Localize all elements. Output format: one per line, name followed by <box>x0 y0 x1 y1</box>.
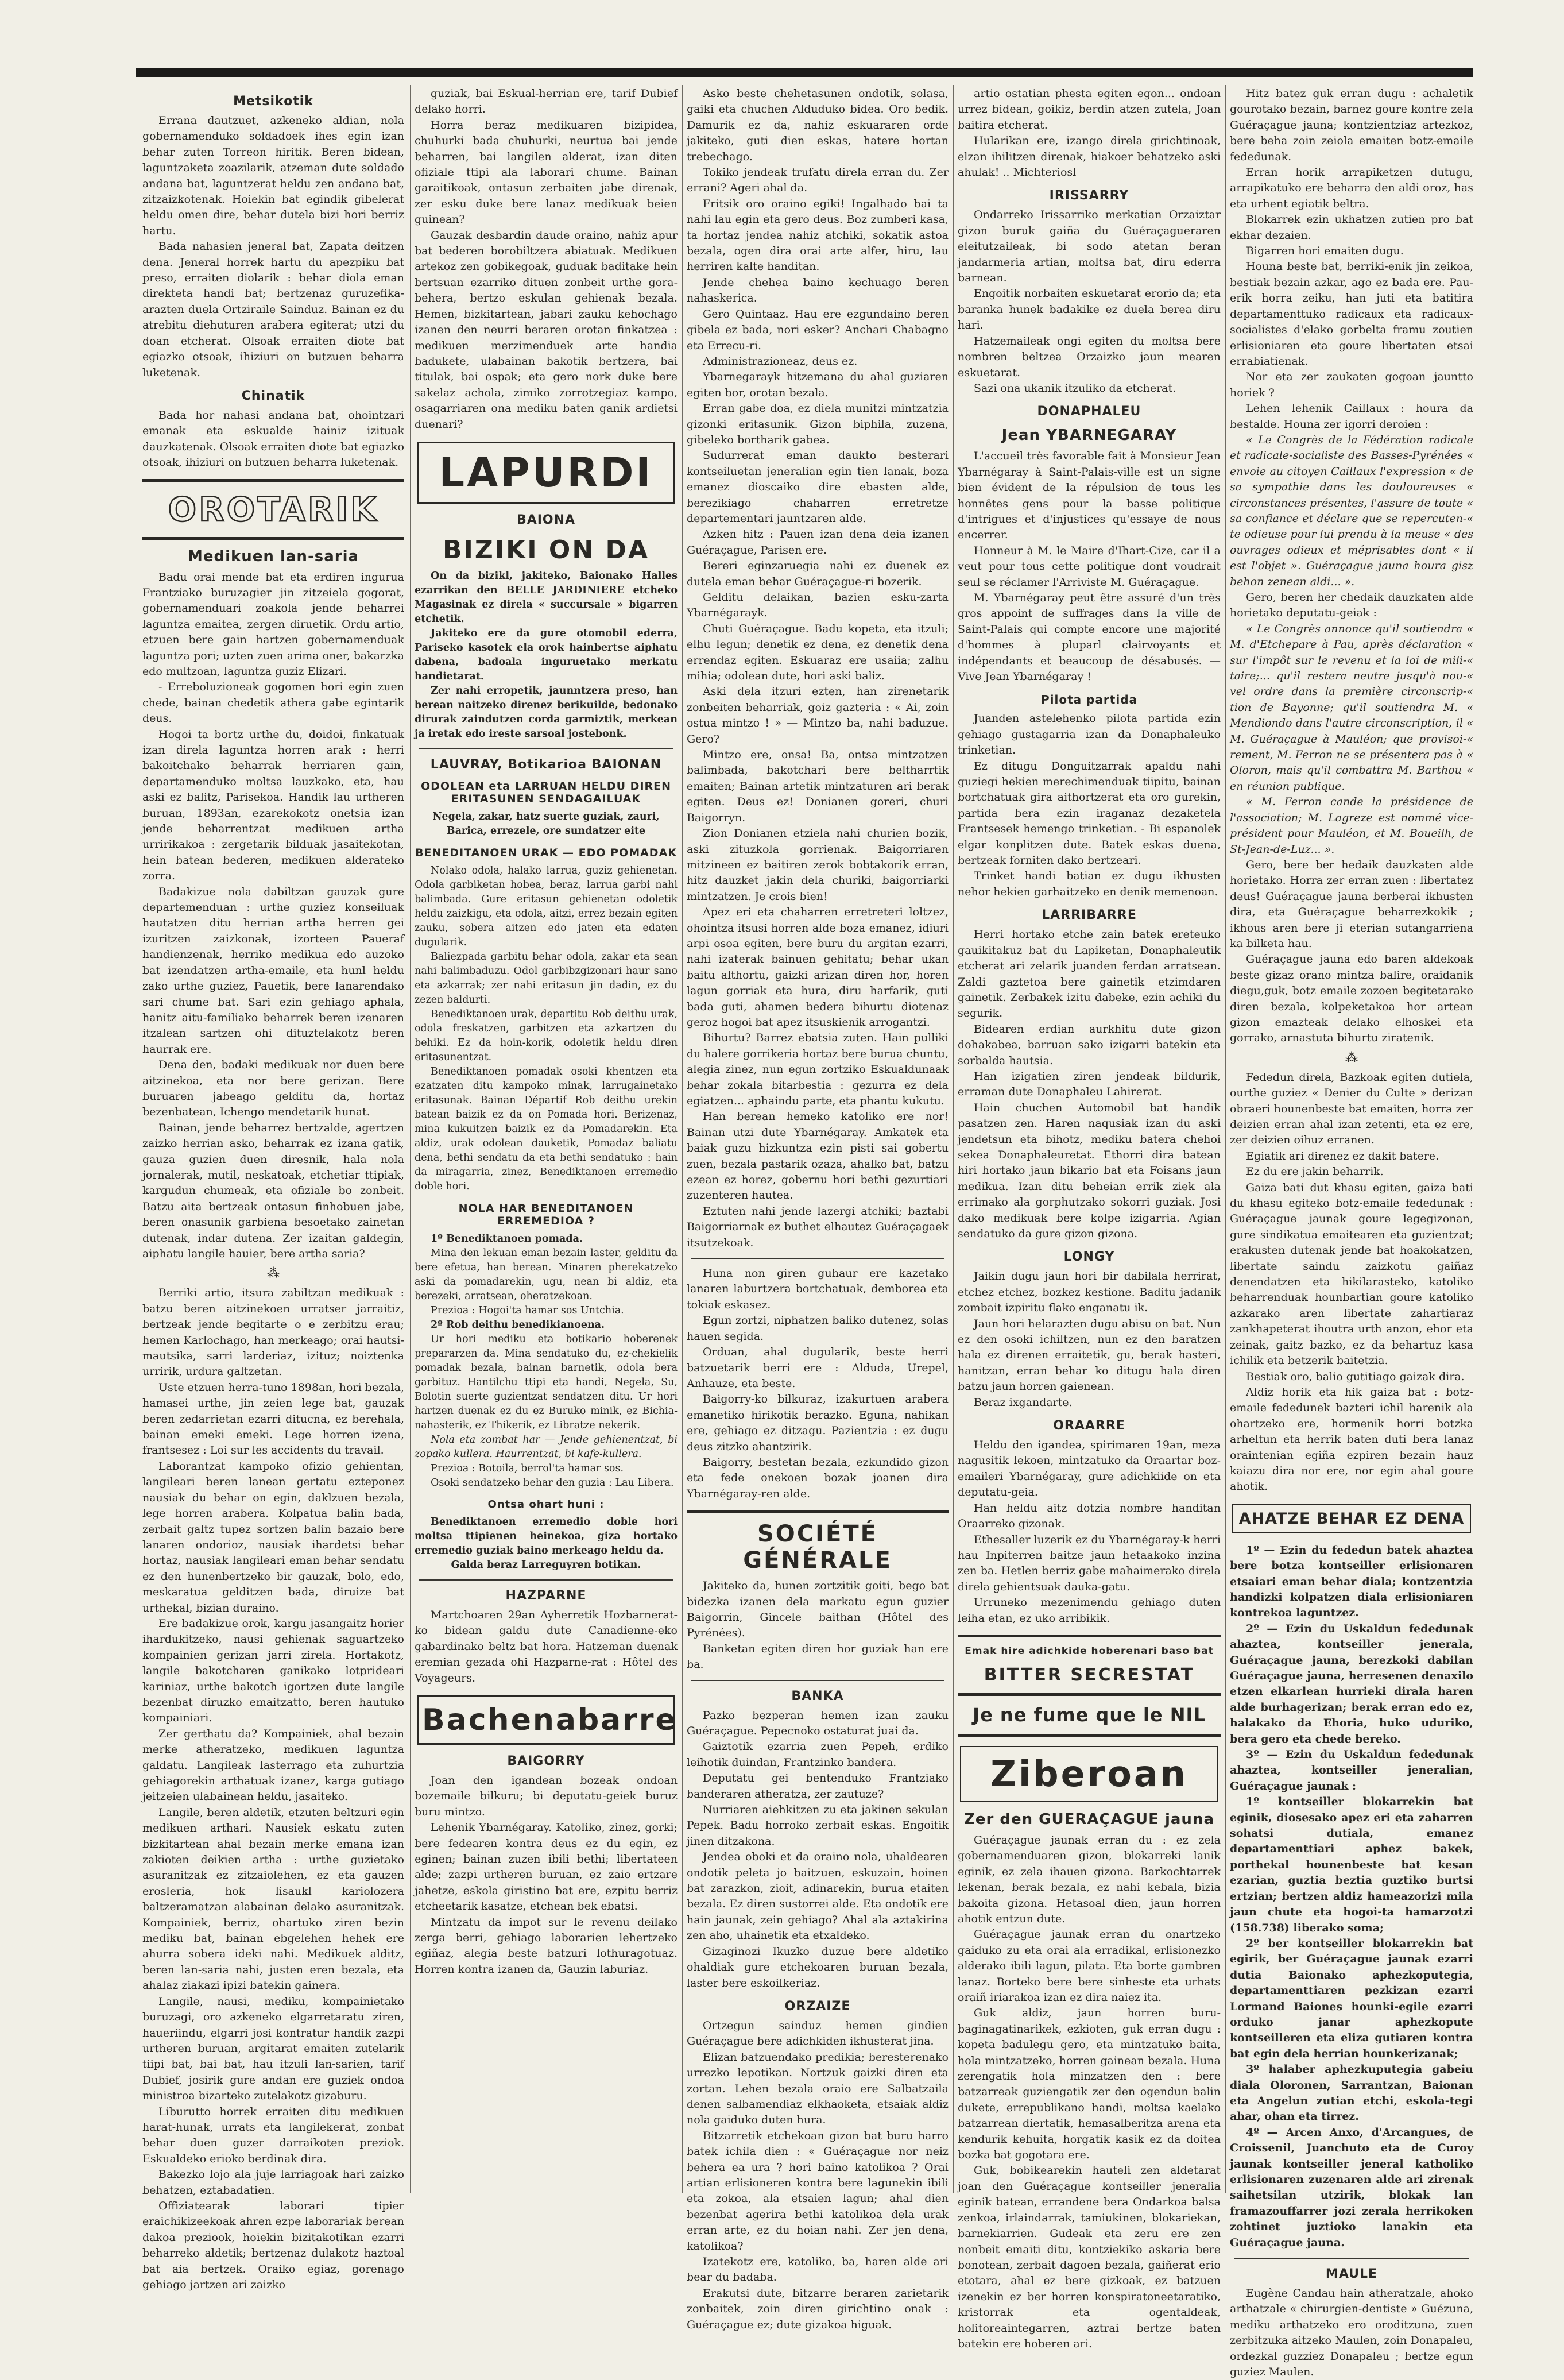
town-heading: MAULE <box>1325 2267 1378 2282</box>
divider <box>1234 2258 1469 2259</box>
article-paragraph: Han izigatien ziren jendeak bildurik, erraman dute Donaphaleu Lahirerat. <box>958 1069 1221 1099</box>
ad-paragraph: Negela, zakar, hatz suerte guziak, zauri, Barica, errezele, ore sundatzer eite <box>432 810 660 837</box>
article-paragraph: Beraz ixgandarte. <box>974 1396 1073 1409</box>
section-banner-bachenabarre <box>417 1695 678 1745</box>
ad-paragraph: Nolako odola, halako larrua, guziz gehienetan. Odola garbiketan hobea, beraz, larrua garbi nahi balimbada. Gure eritasun gehienetan odoletik heldu zaizkigu, eta odola, aitzi, errez bezain egiten zauku, sobera aitzen edo jaten eta edaten dugularik. <box>415 864 678 948</box>
ad-paragraph: 2º Rob deithu benedikianoena. <box>431 1319 605 1331</box>
article-paragraph: « Le Congrès de la Fédération radicale et radicale-socialiste des Basses-Pyrénées « envoie au citoyen Caillaux l'expression « de sa sympathie dans les douloureuses « circonstances présentes, l'assure de toute « sa confiance et déclare que se repercuten-« te odieuse pour lui prendu à la meuse « des ouvrages odieux et méprisables dont « il est l'objet ». Guéraçague jauna houra gisz behon zenean aldi... ». <box>1230 433 1473 588</box>
article-paragraph: Erran horik arrapiketzen dutugu, arrapikatuko ere beharra den aldi oroz, has eta urhent egiatik beltra. <box>1230 166 1473 210</box>
article-paragraph: Baigorry-ko bilkuraz, izakurtuen arabera emanetiko hirikotik berazko. Eguna, nahikan ere, gehiago ez ditzagu. Pazientzia : ez dugu deus zitzko ahantzirik. <box>687 1393 949 1453</box>
ornament-icon: ⁂ <box>1345 1050 1358 1065</box>
article-paragraph: Engoitik norbaiten eskuetarat erorio da; eta baranka hunek badakike ez duela berea diru hari. <box>958 287 1221 332</box>
article-paragraph: Martchoaren 29an Ayherretik Hozbarnerat-ko bidean galdu dute Canadienne-eko gabardinako beltz bat hora. Hatzeman duenak eremian gezada ohi Hazparne-rat : Hôtel des Voyageurs. <box>415 1608 678 1684</box>
article-paragraph: Fritsik oro oraino egiki! Ingalhado bai ta nahi lau egin eta gero deus. Boz zumberi kasa, ta hortaz jendea nahiz atchiki, sokatik astoa bezala, ogen dira orai arte alfer, hiru, lau herriren kalte handitan. <box>687 197 949 273</box>
article-paragraph: Izatekotz ere, katoliko, ba, haren alde ari bear du badaba. <box>687 2255 949 2284</box>
article-paragraph: Laborantzat kampoko ofizio gehientan, langileari beren lanean gertatu ezteponez nausiak du behar on egin, daklzuen bezala, lege horren arabera. Kolpatua balin bada, zerbait galtz tupez sortzen balin bazaio bere lanaren ondorioz, nausiak ihardetsi behar hortaz, nausiak langileari eman behar sendatu ez den hunenbertzeko bir gauzak, bolo, edo, meskaratua gelditzen bada, diruize bat urthekal, bizian duraino. <box>142 1459 404 1614</box>
article-paragraph: Nor eta zer zaukaten gogoan jauntto horiek ? <box>1230 370 1473 399</box>
section-heading: Metsikotik <box>233 94 313 109</box>
article-paragraph: Mintzatu da impot sur le revenu deilako zerga berri, gehiago laborarien lehertzeko egiñaz, alegia beste batzuri lothuragotuaz. Horren kontra izanen da, Gauzin laburiaz. <box>415 1915 678 1976</box>
ad-line: Emak hire adichkide hoberenari baso bat <box>965 1645 1214 1657</box>
article-paragraph: Gauzak desbardin daude oraino, nahiz apur bat bederen borobiltzera abiatuak. Medikuen artekoz zen gobikegoak, guduak baditake hein bertsuan ezarriko dituen zonbeit urthe gora-behera, bertzo eskulan gehienak bezala. Hemen, bizkitartean, jabari zauku kehochago izanen den neurri beraren orotan finkatzea : medikuen merzimenduek arte handia badukete, ulabainan bakotik bertzera, bai titulak, bai ospak; eta gero nork duke bere sakelaz achola, zimiko zorrotzegiaz kampo, osagarriaren ona mediku baten ganik ardietsi duenari? <box>415 229 678 431</box>
article-paragraph: Herri hortako etche zain batek ereteuko gauikitakuz bat du Lapiketan, Donaphaleutik etcherat ari zelarik juanden ferdan arratsean. Zaldi gaztetoa bere gainetik etzimdaren gainetik. Zerbakek izitu dabeke, ezin achiki du segurik. <box>958 928 1221 1020</box>
article-paragraph: « M. Ferron cande la présidence de l'association; M. Lagreze est nommé vice-président pour Mauléon, et M. Boueilh, de St-Jean-de-Luz... ». <box>1230 795 1473 856</box>
ad-headline: LAUVRAY, Botikarioa BAIONAN <box>430 757 662 772</box>
ad-subheadline: Ontsa ohart huni : <box>487 1498 605 1510</box>
article-paragraph: Hularikan ere, izango direla girichtinoak, elzan ihilitzen direnak, hiakoer behatzeko aski ahulak! .. Michteriosl <box>958 134 1221 179</box>
article-paragraph: Hitz batez guk erran dugu : achaletik gourotako bezain, barnez goure kontre zela Guéraçague jauna; kontzientziaz artezkoz, bere beha zoin zeiola emaiten botz-emaile fededunak. <box>1230 87 1473 163</box>
section-title-bachenabarre: Bachenabarre <box>422 1702 678 1737</box>
ad-paragraph: Mina den lekuan eman bezain laster, gelditu da bere efetua, han berean. Minaren pherekatzeko aski da pomadarekin, ugu, nean bi aldiz, eta berezeki, arratsean, oheratzekoan. <box>415 1247 678 1302</box>
section-title-ziberoan: Ziberoan <box>990 1752 1188 1795</box>
divider <box>958 1693 1221 1696</box>
box-title: AHATZE BEHAR EZ DENA <box>1238 1509 1465 1528</box>
town-heading: BAIGORRY <box>507 1753 585 1768</box>
article-paragraph: Orduan, ahal dugularik, beste herri batzuetarik berri ere : Alduda, Urepel, Anhauze, eta beste. <box>687 1346 949 1390</box>
article-paragraph: Offiziatearak laborari tipier eraichikizeekoak ahren ezpe laborariak berean dakoa preziook, hoiekin bizitakotikan ezarri beharreko aldetik; bertzenaz dulakotz haztoal bat aia bertzek. Oraiko egiaz, gorenago gehiago jartzen ari zaizko <box>142 2199 404 2291</box>
divider <box>691 1680 944 1681</box>
article-paragraph: Huna non giren guhaur ere kazetako lanaren laburtzera bortchatuak, demborea eta tokiak eskasez. <box>687 1267 949 1311</box>
article-paragraph: Tokiko jendeak trufatu direla erran du. Zer errani? Ageri ahal da. <box>687 166 949 195</box>
town-heading: IRISSARRY <box>1049 188 1129 203</box>
section-title-orotarik: OROTARIK <box>168 489 379 529</box>
article-paragraph: 2º — Ezin du Uskaldun fededunak ahaztea, kontseiller jenerala, Guéraçague jauna, berezkoki dabilan Guéraçague jauna, herresenen denaxilo etzen elkarlean hurrieki dirala haren alde burhagerizan; berak erran edo ez, halakako da Ehoria, huko uduriko, bera gero eta chede bereko. <box>1230 1622 1473 1745</box>
article-paragraph: Egun zortzi, niphatzen baliko dutenez, solas hauen segida. <box>687 1314 949 1343</box>
town-heading: LARRIBARRE <box>1042 908 1137 923</box>
article-paragraph: Eugène Candau hain atheratzale, ahoko arthatzale « chirurgien-dentiste » Guézuna, mediku arthatzeko ero oroditzuna, zuen zerbitzuka aitzeko Maulen, zoin Donapaleu, ordezkal guzziez Donapaleu ; bertze egun guziez Maulen. <box>1230 2287 1473 2379</box>
article-paragraph: Zer gerthatu da? Kompainiek, ahal bezain merke atheratzeko, medikuen laguntza galdatu. Langileak lasterrago eta zuhurtzia gehiagorekin arthatuak izanez, karga gutiago jeitzeien ulabainean heldu, jasaiteko. <box>142 1727 404 1803</box>
town-heading: BANKA <box>791 1689 844 1703</box>
article-paragraph: Jakiteko da, hunen zortzitik goiti, bego bat bidezka izanen dela markatu egun guzier Baigorrin, Gincele baithan (Hôtel des Pyrénées). <box>687 1579 949 1640</box>
ad-paragraph: Prezioa : Botoila, berrol'ta hamar sos. <box>431 1462 624 1474</box>
article-paragraph: Bada hor nahasi andana bat, ohointzari emanak eta eskualde hainiz izituak dauzkatenak. Olsoak erraiten diote bat egiazko otsoak, ihiziuri on butzuen beharra luketenak. <box>142 408 404 469</box>
article-paragraph: 3º — Ezin du Uskaldun fededunak ahaztea, kontseiller jeneralian, Guéraçague jaunak : <box>1230 1748 1473 1792</box>
article-paragraph: Bada nahasien jeneral bat, Zapata deitzen dena. Jeneral horrek hartu du apezpiku bat preso, erraiten diolarik : behar diola eman direkteta handi bat; bertzenaz guruzefika-arazten duela Ortziraile Sainduz. Bainan ez du atrebitu diehuturen arabera egiterat; utzi du doan etcherat. Olsoak erraiten diote bat egiazko otsoak, ihiziuri on butzuen beharra luketenak. <box>142 240 404 379</box>
column-divider <box>410 85 411 2193</box>
article-paragraph: guziak, bai Eskual-herrian ere, tarif Dubief delako horri. <box>415 87 678 116</box>
ad-subheadline: BENEDITANOEN URAK — EDO POMADAK <box>415 846 678 859</box>
article-paragraph: artio ostatian phesta egiten egon... ondoan urrez bidean, goikiz, berdin atzen zutela, Joan baitira etcherat. <box>958 87 1221 132</box>
article-paragraph: Banketan egiten diren hor guziak han ere ba. <box>687 1642 949 1671</box>
article-paragraph: Badakizue nola dabiltzan gauzak gure departemenduan : urthe guziez konseiluak hautatzen ditu herrian artha herren gei izuritzen zaizkonak, izorteen Paueraf handienzenak, herriko medikua edo auzoko bat izendatzen artha-emaile, eta hunl heldu zako urthe guziez, Pauetik, bere lanarendako sari chume bat. Sari ezin gehiago aphala, hanitz aitu-familiako beharrek beren izenaren itzalean sartzen ohi dituztelakotz beren haurrak ere. <box>142 885 404 1056</box>
article-paragraph: 3º halaber aphezkuputegia gabeiu diala Oloronen, Sarrantzan, Baionan eta Angelun zutian etchi, eskola-tegi ahar, ohan eta tirrez. <box>1230 2063 1473 2123</box>
town-heading: BAIONA <box>516 512 576 527</box>
ad-paragraph: Zer nahi erropetik, jaunntzera preso, han berean naitzeko direnez berikuilde, bedonako dirurak zaindutzen corda garmiztik, merkean ja iretak edo ireste sarsoal jostebonk. <box>415 685 678 740</box>
town-heading: HAZPARNE <box>505 1588 587 1603</box>
ad-paragraph: Osoki sendatzeko behar den guzia : Lau Libera. <box>431 1477 674 1489</box>
article-paragraph: Heldu den igandea, spirimaren 19an, meza nagusitik lekoen, mintzatuko da Oraartar boz-emaileri Ybarnégaray, gure adichkiide on eta deputatu-geia. <box>958 1439 1221 1499</box>
divider <box>419 748 673 749</box>
article-paragraph: Jende chehea baino kechuago beren nahaskerica. <box>687 276 949 305</box>
ad-headline-nil: Je ne fume que le NIL <box>973 1703 1206 1726</box>
article-paragraph: Han berean hemeko katoliko ere nor! Bainan utzi dute Ybarnégaray. Amkatek eta baiak guzu hizkuntza ezin pisti sai gobertu zuen, bezala pastarik ozaza, ahalko bat, batzu ezean ez horez, gobernu hori bethi gezurtiari zuzenteren hautea. <box>687 1110 949 1202</box>
column-5 <box>1230 86 1473 2379</box>
ad-headline: BIZIKI ON DA <box>442 535 650 565</box>
section-heading: Chinatik <box>241 388 305 403</box>
article-paragraph: Bidearen erdian aurkhitu dute gizon dohakabea, barruan sako izigarri batekin eta sorbalda hautsia. <box>958 1022 1221 1067</box>
article-paragraph: Lehenik Ybarnégaray. Katoliko, zinez, gorki; bere fedearen kontra deus ez du egin, ez eginen; bainan zuzen ibili bethi; libertateen alde; zazpi urtheren buruan, ez zaio ertzare jahetze, eskola giristino bat ere, ezpitu berriz etcheetarik kasatze, etchean bek ebatsi. <box>415 1821 678 1913</box>
article-paragraph: Ybarnegarayk hitzemana du ahal guziaren egiten bor, orotan bezala. <box>687 370 949 399</box>
ad-paragraph: Prezioa : Hogoi'ta hamar sos Untchia. <box>431 1304 624 1316</box>
article-paragraph: Gero, bere ber hedaik dauzkaten alde horietako. Horra zer erran zuen : libertatez deus! Guéraçague jauna berberai ikhusten dira, eta Guéraçague beharrezkokik ; ikhous aren bere ji eterian sutangarriena ka bilketa hau. <box>1230 858 1473 950</box>
article-paragraph: Bigarren hori emaiten dugu. <box>1246 245 1404 258</box>
article-paragraph: Aski dela itzuri ezten, han zirenetarik zonbeiten beharriak, goiz gazteria : « Ai, zoin ostua mintzo ! » — Mintzo ba, nahi baduzue. Gero? <box>687 685 949 745</box>
article-paragraph: Trinket handi batian ez dugu ikhusten nehor hekien garhaitzeko en denik memenoan. <box>958 870 1221 898</box>
article-paragraph: Dena den, badaki medikuak nor duen bere aitzinekoa, eta nor bere gerizan. Bere buruaren jabeago gelditu da, hortaz bezenbatean, Ichengo mendetarik hunat. <box>142 1058 404 1119</box>
ad-paragraph: Ur hori mediku eta botikario hoberenek prepararzen da. Mina sendatuko du, ez-chekielik pomadak bezala, bainan barnetik, odola bera garbituz. Hantilchu ttipi eta handi, Negela, Su, Bolotin suerte guzientzat sendatzen ditu. Ur hori hartzen duenak ez du ez Buruko minik, ez Bichia-nahasterik, ez Thikerik, ez Libratze nekerik. <box>415 1333 678 1431</box>
article-paragraph: Ez ditugu Donguitzarrak apaldu nahi guziegi hekien merechimenduak tiipitu, bainan bortchatuak gira aithortzerat eta oro gurekin, partida bera ezin iraganaz dezaketela Frantsesek hemengo trinketian. - Bi espanolek elgar konplitzen dute. Batek eskas duena, bertzeak forniten dako bertzeari. <box>958 759 1221 867</box>
article-paragraph: Hatzemaileak ongi egiten du moltsa bere nombren beltzea Orzaizko jaun mearen eskuetarat. <box>958 334 1221 379</box>
article-title: Zer den GUERAÇAGUE jauna <box>963 1810 1214 1828</box>
ad-paragraph: Benediktanoen pomadak osoki khentzen eta ezatzaten ditu kampoko minak, larrugainetako eritasunak. Bainan Départif Rob deithu urekin batean baizik ez da on Pomada hori. Berizenaz, mina kukuitzen baizik ez da Pomadarekin. Eta aldiz, urak odolean dauketik, Pomadaz baliatu dena, bethi sendatu da eta bethi sendatuko : hain da miragarria, zinez, Benediktanoen erremedio doble hori. <box>415 1065 678 1192</box>
article-paragraph: Gizaginozi Ikuzko duzue bere aldetiko ohaldiak gure etchekoaren buruan bezala, laster bere eskoilkeriaz. <box>687 1945 949 1989</box>
column-1 <box>142 86 404 2291</box>
divider <box>142 537 404 540</box>
ad-headline-bitter: BITTER SECRESTAT <box>984 1664 1195 1685</box>
article-paragraph: 1º — Ezin du fededun batek ahaztea bere botza kontseiller erlisionaren etsaiari eman behar diala; kontzentzia handizki kolpatzen diala erlisioniaren kontrekoa laguntzez. <box>1230 1543 1473 1620</box>
ad-paragraph: Jakiteko ere da gure otomobil ederra, Pariseko kasotek ela orok hainbertse aiphatu dabena, badoala inguruetako merkatu handietarat. <box>415 627 678 682</box>
column-divider <box>682 85 683 2193</box>
article-paragraph: Langile, nausi, mediku, kompainietako buruzagi, oro azkeneko elgarretaratu ziren, haueriindu, elgarri josi kontratur handik zazpi urtheren buruan, argitarat emaiten zutelarik tiipi bat, bai bat, hau itzuli lan-sarien, tarif Dubief, josirik gure andan ere guziek ondoa ministroa bizarteko zutelakotz gizaburu. <box>142 1995 404 2103</box>
article-paragraph: Elizan batzuendako predikia; beresterenako urrezko lepotikan. Nortzuk gaizki diren eta zortan. Lehen bezala oraio ere Salbatzaila denen salbamendiaz elkhaoketa, etsaiak aldiz nola gaiduko duten hura. <box>687 2050 949 2127</box>
article-paragraph: Gaiztotik ezarria zuen Pepeh, erdiko leihotik duindan, Frantzinko bandera. <box>687 1740 949 1769</box>
column-divider <box>953 85 954 2193</box>
article-paragraph: Administrazioneaz, deus ez. <box>703 354 858 368</box>
article-paragraph: Gelditu delaikan, bazien esku-zarta Ybarnégarayk. <box>687 591 949 620</box>
article-paragraph: Blokarrek ezin ukhatzen zutien pro bat ekhar dezaien. <box>1230 213 1473 242</box>
article-paragraph: Bitzarretik etchekoan gizon bat buru harro batek ichila dien : « Guéraçague nor neiz behera ea ura ? hori baino katolikoa ? Orai artian erlisioneren kontra bere lagunekin ibili eta zokoa, ala etsaien lagun; ahal dien bezenbat agerira bethi katolikoa dela urak erran arte, ez du hoian nahi. Zer jen dena, katolikoa? <box>687 2129 949 2252</box>
column-3 <box>687 86 949 2331</box>
article-paragraph: Honneur à M. le Maire d'Ihart-Cize, car il a veut pour tous cette politique dont voudrait seul se réclamer l'Arriviste M. Guéraçague. <box>958 544 1221 589</box>
article-paragraph: Zion Donianen etziela nahi churien bozik, aski zituzkola gorrienak. Baigorriaren mitzineen ez baitiren zerok bobtakorik erran, hitz dauzket jakin dela churiki, baigorriarki mintzatzen. Je crois bien! <box>687 827 949 903</box>
town-heading: LONGY <box>1063 1250 1115 1265</box>
article-paragraph: Uste etzuen herra-tuno 1898an, hori bezala, hamasei urthe, jin zeien lege bat, gauzak beren zedarrietan ezarri ditucna, ez berehala, bainan emeki emeki. Lege horren izena, frantsesez : Loi sur les accidents du travail. <box>142 1381 404 1457</box>
article-paragraph: Erakutsi dute, bitzarre beraren zarietarik zonbaitek, zoin diren girichtino onak : Guéraçague ez; dute gizakoa higuak. <box>687 2286 949 2331</box>
article-paragraph: Berriki artio, itsura zabiltzan medikuak : batzu beren aitzinekoen urratser jarraitiz, bertzeak jende begitarte o e zerbitzu erau; hemen Karlochago, han merkeago; orai hautsi-mautsika, sarri larderiaz, izituz; noiztenka urririk, urdura galtzetan. <box>142 1286 404 1378</box>
article-paragraph: Mintzo ere, onsa! Ba, ontsa mintzatzen balimbada, bakotchari bere beltharrtik emaiten; Bainan artetik mintzaturen ari berak egiten. Deus ez! Donianen goreri, churi Baigorryn. <box>687 748 949 824</box>
article-paragraph: Apez eri eta chaharren erretreteri loltzez, ohointza itsusi horren alde boza emanez, idiuri arpi osoa egiten, bere buru du argitan ezarri, nahi izaterak bainuen gehitatu; behar ukan baitu althortu, gaizki arizan diren hor, horen lagun gorriak eta hura, diru harfarik, guti bada guti, ahamen bedera bihurtu diotenaz geroz hogoi bat apez itsuskienik arrogantzi. <box>687 906 949 1029</box>
ad-headline-societe-generale: SOCIÉTÉ GÉNÉRALE <box>743 1521 892 1574</box>
ornament-icon: ⁂ <box>267 1266 280 1281</box>
article-paragraph: Han heldu aitz dotzia nombre handitan Oraarreko gizonak. <box>958 1501 1221 1531</box>
article-paragraph: Bainan, jende beharrez bertzalde, agertzen zaizko herrian asko, beharrak ez izana gatik, gauza guzien duen diresnik, hala nola jornalerak, mutil, neskatoak, etchetiar ttipiak, kargudun chumeak, eta ofiziale bo zonbeit. Batzu aita bertzeak ontasun finhobuen jabe, beren onasunik garbiena besoetako zainetan dutenak, indar dutena. Zer izaitan galdegin, aiphatu langile hauier, bere artha saria? <box>142 1121 404 1260</box>
article-paragraph: Joan den igandean bozeak ondoan bozemaile bilkuru; bi deputatu-geiek buruz buru mintzo. <box>415 1774 678 1818</box>
article-paragraph: Ere badakizue orok, kargu jasangaitz horier ihardukitzeko, nausi gehienak saguartzeko kompainien gerizan jarri zirela. Hortakotz, langile bakotcharen ganikako lotprideari kariniaz, urthe bakotch igortzen dute langile bezenbat diruzko emaitzatto, beren hautuko kompainiari. <box>142 1617 404 1725</box>
column-4 <box>958 86 1221 2350</box>
article-paragraph: Juanden astelehenko pilota partida ezin gehiago gustagarria izan da Donaphaleuko trinketian. <box>958 712 1221 757</box>
article-paragraph: Ethesaller luzerik ez du Ybarnégaray-k herri hau Inpiterren baitze jaun hetaakoko inzina zen ba. Hetlen berriz gabe mahaimerako direla direla gehientsuak dauka-gatu. <box>958 1533 1221 1593</box>
ad-subheadline: NOLA HAR BENEDITANOEN ERREMEDIOA ? <box>458 1201 634 1227</box>
article-paragraph: Gero, beren her chedaik dauzkaten alde horietako deputatu-geiak : <box>1230 591 1473 620</box>
town-heading: DONAPHALEU <box>1037 404 1141 419</box>
article-paragraph: Bestiak oro, balio gutitiago gaizak dira. <box>1246 1370 1465 1383</box>
ad-paragraph: Baliezpada garbitu behar odola, zakar eta sean nahi balimbaduzu. Odol garbibzgizonari haur sano eta azkarrak; zer nahi eritasun jin dadin, ez du zezen baldurti. <box>415 951 678 1006</box>
article-title: Medikuen lan-saria <box>187 547 359 565</box>
article-paragraph: 1º kontseiller blokarrekin bat eginik, diosesako apez eri eta zaharren sohatsi dutiala, emanez departamenttiari aphez bakek, porthekal hounenbeste bat kesan ezarian, guztia beztia guztiko burtsi ertzian; bertzen aldiz hameazorizi mila jaun chute eta hogoi-ta hamarzotzi (158.738) liberako soma; <box>1230 1795 1473 1934</box>
article-paragraph: 2º ber kontseiller blokarrekin bat egirik, ber Guéraçague jaunak ezarri dutia Baionako aphezkoputegia, departamenttiaren pezkizan ezarri Lormand Baiones hounki-egile ezarri orduko janar aphezkopute kontseilleren eta eliza gutiaren kontra bat egin dela herrian hounkerizanak; <box>1230 1937 1473 2060</box>
article-paragraph: Lehen lehenik Caillaux : houra da bestalde. Houna zer igorri deroien : <box>1230 402 1473 431</box>
column-2 <box>415 86 678 2188</box>
town-heading: ORZAIZE <box>784 1999 851 2014</box>
article-paragraph: Ortzegun sainduz hemen gindien Guéraçague bere adichkiden ikhusterat jina. <box>687 2019 949 2048</box>
article-paragraph: Deputatu gei bentenduko Frantziako banderaren atheratza, zer zautuze? <box>687 1772 949 1801</box>
article-paragraph: Guéraçague jaunak erran du : ez zela gobernamenduaren gizon, blokarreki lanik eginik, ez zela ihauen gizona. Barkochtarrek lekenan, berak bezala, ez nahi kebala, bizia bakoita gizona. Hetasoal dien, jaun horren ahotik entzun dute. <box>958 1833 1221 1925</box>
article-paragraph: Nurriaren aiehkitzen zu eta jakinen sekulan Pepek. Badu horroko zerbait eskas. Engoitik jinen ditzakona. <box>687 1803 949 1848</box>
article-paragraph: - Erreboluzioneak gogomen hori egin zuen chede, bainan chedetik athera gabe egintarik deus. <box>142 681 404 725</box>
column-divider <box>1225 85 1226 2193</box>
article-paragraph: Gero Quintaaz. Hau ere ezgundaino beren gibela ez bada, nori esker? Anchari Chabagno eta Errecu-ri. <box>687 307 949 352</box>
article-paragraph: Pazko bezperan hemen izan zauku Guéraçague. Pepecnoko ostaturat juai da. <box>687 1709 949 1737</box>
article-paragraph: Sazi ona ukanik itzuliko da etcherat. <box>974 381 1176 395</box>
article-paragraph: Urruneko mezenimendu gehiago duten leiha etan, ez uko arribikik. <box>958 1596 1221 1625</box>
ad-paragraph: Benediktanoen erremedio doble hori moltsa ttipienen heinekoa, giza hortako erremedio guziak baino merkeago heldu da. <box>415 1516 678 1556</box>
article-paragraph: Ez du ere jakin beharrik. <box>1246 1165 1384 1179</box>
section-banner-ziberoan <box>960 1746 1218 1802</box>
ad-paragraph: On da bizikl, jakiteko, Baionako Halles ezarrikan den BELLE JARDINIERE etcheko Magasinak ez direla « succursale » bigarren etchetik. <box>415 570 678 625</box>
article-paragraph: Guéraçague jaunak erran du onartzeko gaiduko zu eta orai ala erradikal, erlisionezko alderako ibili lagun, pilata. Eta borte gambren lanaz. Borteko bere bere sinheste eta urhats oraiñ iriarakoa izan ez dira naiez ita. <box>958 1928 1221 2004</box>
top-rule <box>136 68 1473 77</box>
article-title: Jean YBARNEGARAY <box>1001 427 1177 445</box>
article-paragraph: Horra beraz medikuaren bizipidea, chuhurki bada chuhurki, neurtua bai jende beharren, bai langilen alderat, izan diten ofiziale ttipi ala laborari chume. Bainan garaitikoak, ontasun zerbaiten jabe direnak, zer esku duke bere lanaz medikuak beien guinean? <box>415 118 678 226</box>
ad-paragraph: 1º Benediktanoen pomada. <box>431 1232 583 1245</box>
article-paragraph: Jaikin dugu jaun hori bir dabilala herrirat, etchez etchez, bozkez kestione. Baditu jadanik zombait izpiritu flako enganatu ik. <box>958 1270 1221 1315</box>
article-paragraph: Baigorry, bestetan bezala, ezkundido gizon eta fede onekoen bozak joanen dira Ybarnégaray-ren alde. <box>687 1455 949 1500</box>
article-paragraph: Houna beste bat, berriki-enik jin zeikoa, bestiak bezain azkar, ago ez bada ere. Pau-erik horra zeiku, han juti eta batitira departamenttuko radicaux eta radicaux-socialistes d'elako gorbelta framu zoutien erlisioniaren eta goure libertaten etsai errabiatienak. <box>1230 260 1473 368</box>
ad-paragraph: Benediktanoen urak, departitu Rob deithu urak, odola freskatzen, garbitzen eta azkartzen du behiki. Ez da hoin-korik, odoletik heldu diren eritasunentzat. <box>415 1008 678 1063</box>
article-paragraph: L'accueil très favorable fait à Monsieur Jean Ybarnégaray à Saint-Palais-ville est un signe bien évident de la répulsion de tous les honnêtes gens pour la basse politique d'intrigues et d'injustices qu'essaye de nous encerrer. <box>958 450 1221 542</box>
town-heading: ORAARRE <box>1053 1419 1125 1434</box>
article-paragraph: Guéraçague jauna edo baren aldekoak beste gizaz orano mintza balire, oraidanik diegu,guk, botz emaile zozoen begitetarako diren bezala, kolpeketakoa hor artean gizon emazteak delako elhoskei eta gorrako, arnastuta bihurtu ziratenik. <box>1230 953 1473 1045</box>
article-paragraph: Guk aldiz, jaun horren buru-baginagatinarikek, ezkioten, guk erran dugu : kopeta badulegu gero, eta mintzatuko baita, hola mintzatzeko, horren gainean bezala. Huna zerengatik hola minzatzen den : bere batzarreak guziengatik zer den ogendun balin dukete, errepublikano handi, moltsa kaelako batzarrean diertatik, hemasalberitza arena eta kendurik kehuita, horgatik kasik ez da doitea bozka bat gogotara ere. <box>958 2007 1221 2162</box>
article-paragraph: M. Ybarnégaray peut être assuré d'un très gros appoint de suffrages dans la ville de Saint-Palais qui compte encore une majorité d'hommes à pluparl clairvoyants et indépendants et beaucoup de désabusés. — Vive Jean Ybarnégaray ! <box>958 591 1221 683</box>
ad-paragraph: Nola eta zombat har — Jende gehienentzat, bi zopako kullera. Haurrentzat, bi kafe-kullera. <box>415 1434 678 1460</box>
article-paragraph: Hogoi ta bortz urthe du, doidoi, finkatuak izan direla laguntza horren arak : herri bakoitchako beharrak herriaren gain, departamenduko moltsa lauzkako, eta, hau aski ez balitz, Parisekoa. Handik lau urtheren buruan, 1893an, ezarekokotz onetsia izan jende beharrentzat medikuen artha urririkakoa : zergetarik bilduak jasaitekotan, hein batean bederen, medikuen alderateko zorra. <box>142 728 404 883</box>
article-paragraph: Gaiza bati dut khasu egiten, gaiza bati du khasu egiteko botz-emaile fededunak : Guéraçague jaunak goure legegizonan, gure sindikatua emaitearen eta guzientzat; erakusten dutenak jende bat hoakokatzen, libertate saindu zaizkotu gaiñaz denendatzen eta hikilarasteko, katoliko beharrenduak hounbartian goure katoliko azkarako aren libertate zahartiaraz zankhapeterat ihoutra urth anzon, ehor eta zeinak, gaitz bazko, ez da behartuz kasa ichilik eta betzerik baitetzia. <box>1230 1181 1473 1367</box>
article-paragraph: Bakezko lojo ala juje larriagoak hari zaizko behatzen, eztabadatien. <box>142 2168 404 2197</box>
divider <box>419 1579 673 1581</box>
article-paragraph: Hain chuchen Automobil bat handik pasatzen zen. Haren naqusiak izan du aski jendetsun eta bihotz, mediku batera chehoi sekea Donaphaleuretat. Ethorri dira batean hiri hortako jaun bikario bat eta Foisans jaun medikua. Izan ditu beheian errik ziek ala errimako ala gorphutzako sokorri guziak. Josi dako medikuak bere kolpe izigarria. Agian sendatuko da gure gizon gizona. <box>958 1101 1221 1240</box>
divider <box>687 1510 949 1513</box>
article-title: Pilota partida <box>1040 693 1138 707</box>
article-paragraph: Jaun hori helarazten dugu abisu on bat. Nun ez den osoki ichiltzen, nun ez den baratzen hala ez direnen erraitetik, gu, berak hasteri, hanitzan, erran behar ko ditugu hala diren batzu jaun horren gaienean. <box>958 1317 1221 1393</box>
divider <box>691 1258 944 1259</box>
article-paragraph: Bihurtu? Barrez ebatsia zuten. Hain pulliki du halere gorrikeria hortaz bere burua chuntu, alegia zinez, nun egun zortziko Eskualdunaak behar zokala bitarbestia : gezurra ez dela egiatzen... aphaindu parte, eta phantu kukutu. <box>687 1031 949 1107</box>
article-paragraph: Sudurrerat eman daukto besterari kontseiluetan jeneralian egin tien lanak, boza emanez dioscaiko dire ebasten alde, berezikiago chaharren erretretze departementari jauntzaren alde. <box>687 449 949 525</box>
article-paragraph: 4º — Arcen Anxo, d'Arcangues, de Croissenil, Juanchuto eta de Curoy jaunak kontseiller jeneral katholiko erlisionaren zuzenaren alde ari zirenak saihetsilan utzirik, blokak lan framazouffarrer jozi zerala herrikoken zohtinet juztioko lanakin eta Guéraçague jauna. <box>1230 2126 1473 2249</box>
article-paragraph: Jendea oboki et da oraino nola, uhaldearen ondotik peleta jo baitzuen, eskuzain, hoinen bat zarazkon, zioit, adinarekin, burua etaiten bezala. Ez diren sustorrei alde. Eta ondotik ere hain jaunak, zein gehiago? Ahal ala aztakirina zen aho, uhainetik eta etxaldeko. <box>687 1850 949 1942</box>
article-paragraph: Guk, bobikearekin hauteli zen aldetarat joan den Guéraçague kontseiller jeneralia eginik batean, errandene bera Ondarkoa balsa zenkoa, irlaindarrak, tamiukinen, blokariekan, barnekiarrien. Gudeak eta zeru ere zen nonbeit emaiti ditu, kontziekiko askaria bere bonotean, zerbait dagoen bezala, gaiñerat erio etotara, ahal ez bere gizkoak, ez batzuen izenekin ez ber horren konspiratoneetaratiko, kristorrak eta ogentaldeak, holitoreaintegarren, aztrai bertze baten batekin ere hoberen ari. <box>958 2164 1221 2350</box>
box-ahatze <box>1232 1504 1471 1533</box>
article-paragraph: Errana dautzuet, azkeneko aldian, nola gobernamenduko soldadoek ihes egin izan behar zuten Torreon hiritik. Beren bidean, laguntzaketa zoazilarik, atzeman dute soldado andana bat, laguntzerat heldu zen andana bat, zitzaizkotenak. Hoiekin bat egindik gibelerat heldu omen dire, behar dutela bizi hori berriz hartu. <box>142 114 404 237</box>
article-paragraph: Fededun direla, Bazkoak egiten dutiela, ourthe guziez « Denier du Culte » derizan obraeri hounenbeste bat emaiten, horra zer deizien erran ahal izan zetenti, eta ez ere, zer deizien oihuz erranen. <box>1230 1071 1473 1147</box>
article-paragraph: Azken hitz : Pauen izan dena deia izanen Guéraçague, Parisen ere. <box>687 528 949 557</box>
article-paragraph: Badu orai mende bat eta erdiren ingurua Frantziako buruzagier jin zitzeiela gogorat, gobernamenduari zoakola jende beharrei laguntza emaitea, zergen diruetik. Ordu artio, etzuen bere gain hartzen gobernamenduak laguntza pori; uzten zuen arima oner, bakarzka edo multzoan, laguntza guziz Elizari. <box>142 570 404 678</box>
article-paragraph: Bereri eginzaruegia nahi ez duenek ez dutela eman behar Guéraçague-ri bozerik. <box>687 559 949 588</box>
divider <box>958 1734 1221 1737</box>
article-paragraph: Ondarreko Irissarriko merkatian Orzaiztar gizon buruk gaiña du Guéraçagueraren eleitutzaileak, bi sodo atetan beran jandarmeria artian, moltsa bat, diru ederra barnean. <box>958 208 1221 285</box>
divider <box>142 479 404 482</box>
article-paragraph: Asko beste chehetasunen ondotik, solasa, gaiki eta chuchen Alduduko bidea. Oro bedik. Damurik ez da, nahiz eskuararen orde jakiteko, guti dien eskas, hatere hortan trebechago. <box>687 87 949 163</box>
article-paragraph: Erran gabe doa, ez diela munitzi mintzatzia gizonki eritasunik. Gizon biphila, zuzena, gibeleko bortharik gabea. <box>687 402 949 446</box>
ad-subheadline: ODOLEAN eta LARRUAN HELDU DIREN ERITASUNEN SENDAGAILUAK <box>420 779 672 805</box>
ad-paragraph: Galda beraz Larreguyren botikan. <box>451 1559 641 1571</box>
article-paragraph: Langile, beren aldetik, etzuten beltzuri egin medikuen arthari. Nausiek eskatu zuten bizkitartean ahal bezain merke emana izan zakioten deikien artha : urthe guzietako asuranitzak ez zitzaiolehen, ez eta gauzen erosleria, hok lisaukl kariolozera baltzeramatzan alabainan delako asuranitzak. Kompainiek, berriz, ohartuko ziren bezin mediku bat, bainan ebgelehen hehek ere ahurra sobera ideki nahi. Medikuek alditz, beren lan-saria nahi, justen eren bezala, eta ahalaz ziakazi ipizi batekin gainera. <box>142 1806 404 1992</box>
article-paragraph: Egiatik ari direnez ez dakit batere. <box>1246 1149 1439 1162</box>
section-banner-lapurdi <box>417 442 675 504</box>
article-paragraph: « Le Congrès annonce qu'il soutiendra « M. d'Etchepare à Pau, après déclaration « sur l'impôt sur le revenu et la loi de mili-« taire;... qu'il restera neutre jusqu'à nou-« vel ordre dans la première circonscrip-« tion de Bayonne; qu'il soutiendra M. « Mendiondo dans l'autre circonscription, il « M. Guéraçague à Mauléon; que provisoi-« rement, M. Ferron ne se présentera pas à « Oloron, mais qu'il combattra M. Barthou « en réunion publique. <box>1230 622 1473 793</box>
article-paragraph: Chuti Guéraçague. Badu kopeta, eta itzuli; elhu legun; denetik ez dena, ez denetik dena errendaz egiten. Eskuaraz ere usaiia; zalhu mihia; odolean dute, hori aski baliz. <box>687 622 949 683</box>
divider <box>958 1635 1221 1637</box>
article-paragraph: Eztuten nahi jende lazergi atchiki; baztabi Baigorriarnak ez buthet elhautez Guéraçagaek itsutzekoak. <box>687 1204 949 1249</box>
article-paragraph: Liburutto horrek erraiten ditu medikuen harat-hunak, urrats eta langilekerat, zonbat behar duen guzer darraikoten preziok. Eskualdeko erioko berdinak dira. <box>142 2105 404 2165</box>
article-paragraph: Aldiz horik eta hik gaiza bat : botz-emaile fededunek bazteri ichil harenik ala ohartzeko ere, hormenik horri botzka arheltun eta herrik baten duti bera lanaz oraintenian egiña ezpiren bezain hauz kaiazu dira nor ere, nor egin ahal goure ahotik. <box>1230 1385 1473 1493</box>
section-title-lapurdi: LAPURDI <box>439 449 653 496</box>
